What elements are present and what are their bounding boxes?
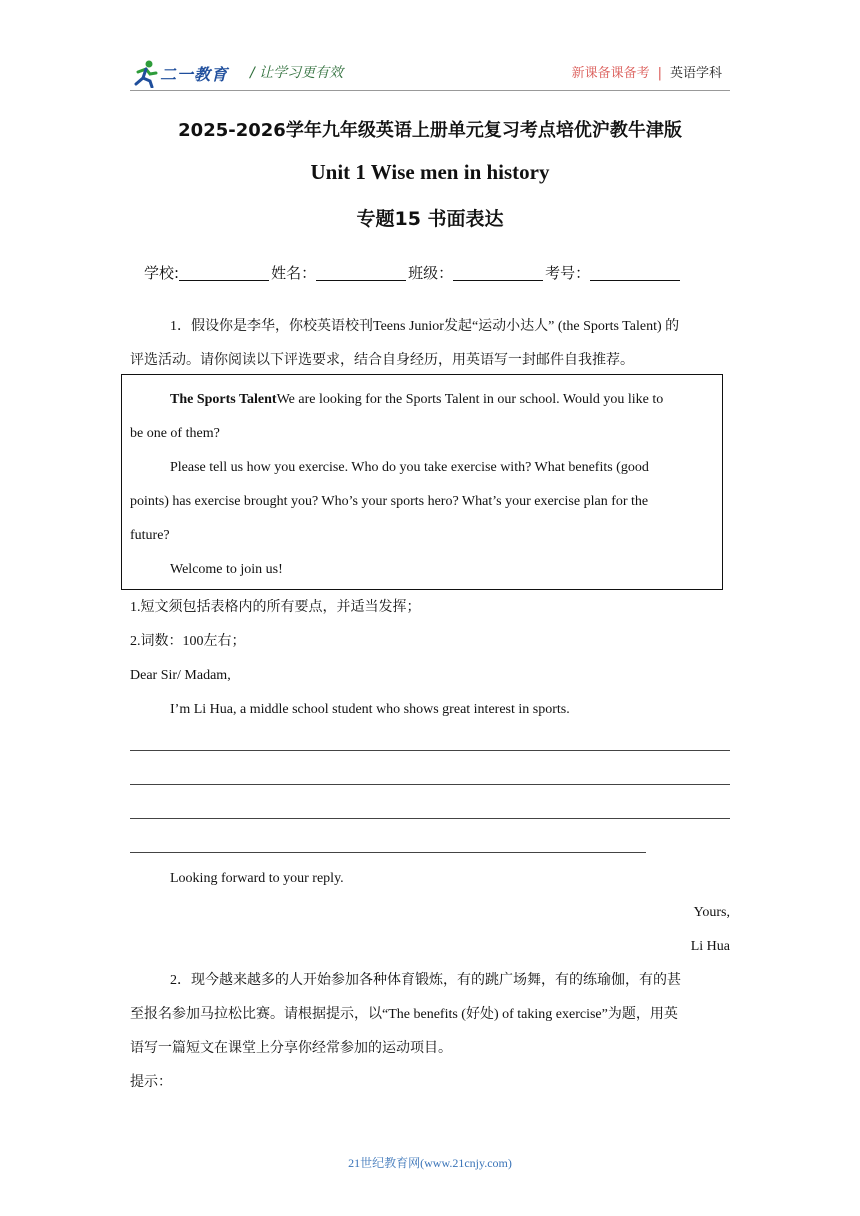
- notice-heading: The Sports Talent: [170, 392, 277, 407]
- notice-line2: be one of them?: [130, 426, 220, 441]
- number-label: 考号：: [545, 264, 591, 282]
- question2-line2: 至报名参加马拉松比赛。请根据提示，以“The benefits (好处) of taking exercise”为题，用英: [130, 1007, 678, 1022]
- notice-line4: points) has exercise brought you? Who’s your sports hero? What’s your exercise plan for the: [130, 494, 649, 509]
- notice-line5: future?: [130, 528, 170, 543]
- question2-line3: 语写一篇短文在课堂上分享你经常参加的运动项目。: [130, 1041, 452, 1056]
- question1-prompt-line2: 评选活动。请你阅读以下评选要求，结合自身经历，用英语写一封邮件自我推荐。: [130, 353, 634, 368]
- signature: Li Hua: [690, 939, 730, 954]
- student-info-line: [144, 262, 682, 283]
- topic-title: 专题15 书面表达: [356, 208, 504, 230]
- opening-sentence: I’m Li Hua, a middle school student who shows great interest in sports.: [170, 702, 570, 717]
- signoff: Yours,: [693, 905, 730, 920]
- writing-line-4[interactable]: [130, 852, 646, 853]
- sports-talent-notice-box: [121, 374, 723, 590]
- header-subject-label: 英语学科: [669, 66, 722, 81]
- header-primary-label: 新课备课备考: [571, 66, 650, 81]
- header-separator: |: [657, 66, 662, 81]
- unit-title: Unit 1 Wise men in history: [310, 160, 550, 184]
- requirement-2: 2.词数：100左右；: [130, 634, 246, 649]
- page-title: 2025-2026学年九年级英语上册单元复习考点培优沪教牛津版: [178, 120, 682, 141]
- class-blank[interactable]: [453, 264, 543, 281]
- salutation: Dear Sir/ Madam,: [130, 668, 231, 683]
- class-label: 班级：: [408, 264, 454, 282]
- school-blank[interactable]: [179, 264, 269, 281]
- runner-icon: [130, 58, 160, 88]
- name-label: 姓名：: [271, 264, 317, 282]
- question1-prompt-line1: 1．假设你是李华，你校英语校刊Teens Junior发起“运动小达人” (the Sports Talent) 的: [170, 319, 680, 334]
- header-slogan: / 让学习更有效: [250, 65, 344, 81]
- writing-line-2[interactable]: [130, 784, 730, 785]
- logo-text: 二一教育: [160, 65, 229, 84]
- closing-sentence: Looking forward to your reply.: [170, 871, 344, 886]
- brand-logo: [130, 58, 240, 88]
- page-footer: 21世纪教育网(www.21cnjy.com): [348, 1156, 512, 1170]
- notice-line6: Welcome to join us!: [170, 562, 283, 577]
- question2-line1: 2．现今越来越多的人开始参加各种体育锻炼，有的跳广场舞，有的练瑜伽，有的甚: [170, 973, 681, 988]
- page-header: [130, 56, 730, 90]
- notice-line1-text: We are looking for the Sports Talent in our school. Would you like to: [276, 392, 664, 407]
- notice-line3: Please tell us how you exercise. Who do you take exercise with? What benefits (good: [170, 460, 649, 475]
- writing-line-1[interactable]: [130, 750, 730, 751]
- notice-line1: [130, 383, 718, 417]
- header-divider: [130, 90, 730, 91]
- school-label: 学校:: [144, 264, 180, 282]
- hint-label: 提示：: [130, 1075, 172, 1090]
- question1-prompt: [130, 310, 730, 344]
- header-subject: [572, 62, 722, 81]
- number-blank[interactable]: [590, 264, 680, 281]
- requirement-1: 1.短文须包括表格内的所有要点，并适当发挥；: [130, 600, 421, 615]
- writing-line-3[interactable]: [130, 818, 730, 819]
- name-blank[interactable]: [316, 264, 406, 281]
